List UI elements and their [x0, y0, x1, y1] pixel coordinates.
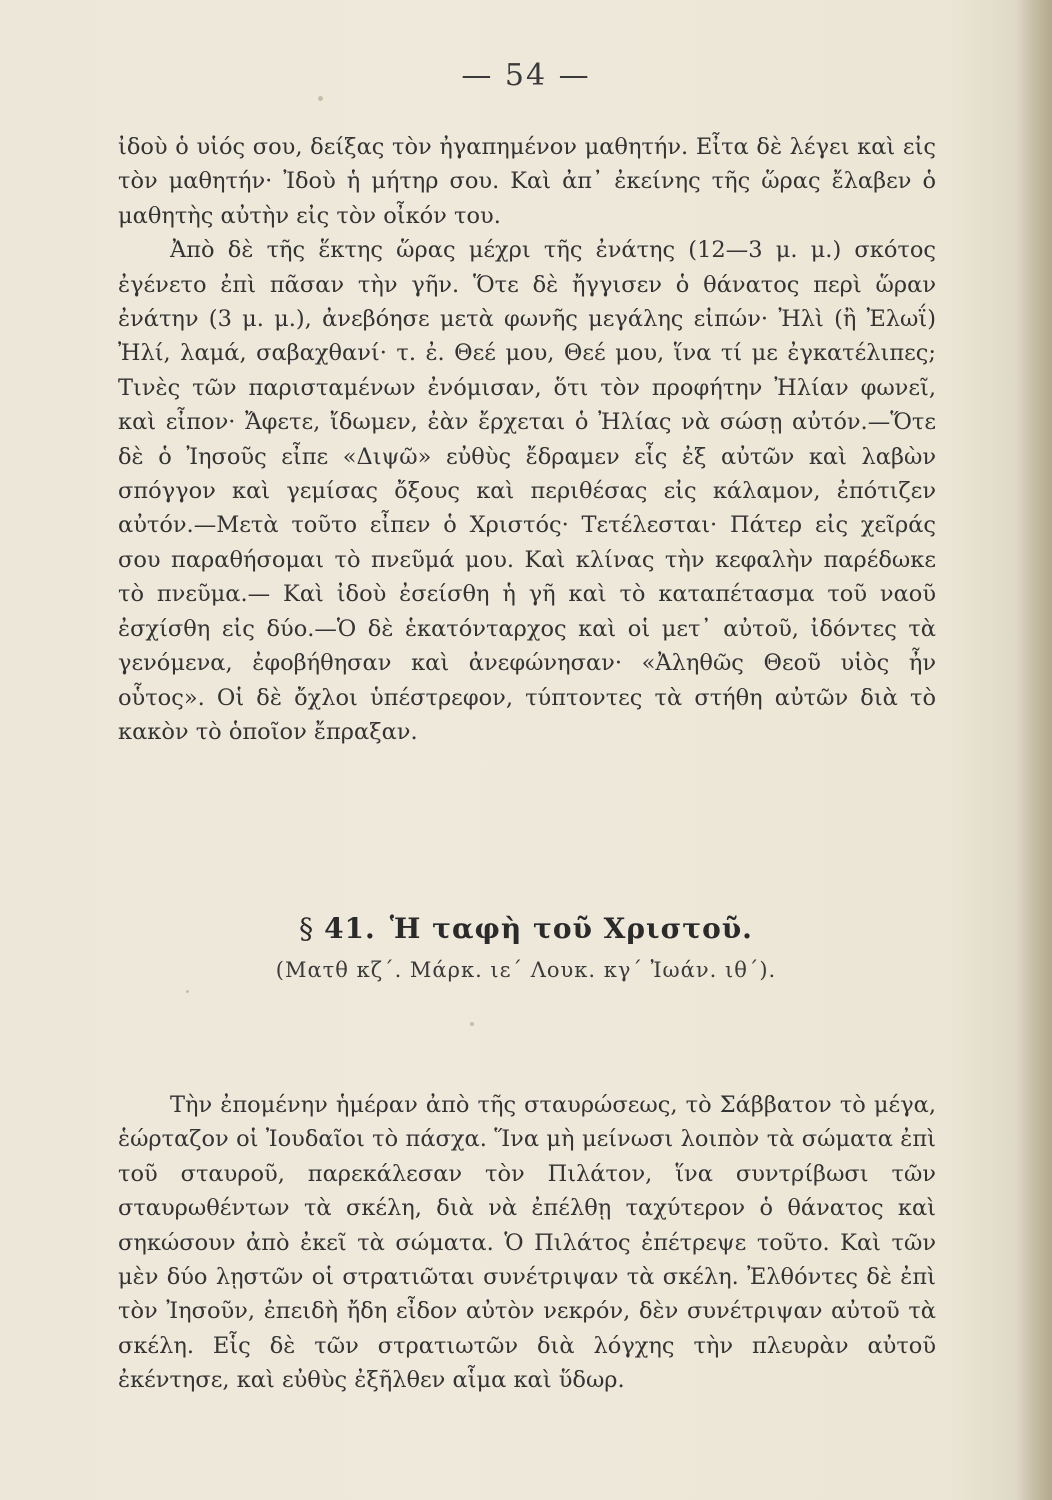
paragraph: ἰδοὺ ὁ υἱός σου, δείξας τὸν ἠγαπημένον μαθητήν. Εἶτα δὲ λέγει καὶ εἰς τὸν μαθητήν· Ἰδοὺ ἡ μήτηρ σου. Καὶ ἀπ᾿ ἐκείνης τῆς ὥρας ἔλαβεν ὁ μαθητὴς αὐτὴν εἰς τὸν οἶκόν του. [118, 134, 936, 229]
ink-spot [186, 990, 189, 993]
section-references: (Ματθ κζ΄. Μάρκ. ιε΄ Λουκ. κγ΄ Ἰωάν. ιθ΄). [275, 958, 777, 982]
page-edge [1016, 0, 1052, 1500]
ink-spot [318, 96, 323, 101]
passage-burial [118, 1088, 936, 1398]
section-title: Ἡ ταφὴ τοῦ Χριστοῦ. [389, 912, 753, 945]
section-heading [0, 912, 1052, 945]
paragraph: Τὴν ἐπομένην ἡμέραν ἀπὸ τῆς σταυρώσεως, τὸ Σάββατον τὸ μέγα, ἑώρταζον οἱ Ἰουδαῖοι τὸ πάσχα. Ἵνα μὴ μείνωσι λοιπὸν τὰ σώματα ἐπὶ τοῦ σταυροῦ, παρεκάλεσαν τὸν Πιλάτον, ἵνα συντρίβωσι τῶν σταυρωθέντων τὰ σκέλη, διὰ νὰ ἐπέλθῃ ταχύτερον ὁ θάνατος καὶ σηκώσουν ἀπὸ ἐκεῖ τὰ σώματα. Ὁ Πιλάτος ἐπέτρεψε τοῦτο. Καὶ τῶν μὲν δύο λῃστῶν οἱ στρατιῶται συνέτριψαν τὰ σκέλη. Ἐλθόντες δὲ ἐπὶ τὸν Ἰησοῦν, ἐπειδὴ ἤδη εἶδον αὐτὸν νεκρόν, δὲν συνέτριψαν αὐτοῦ τὰ σκέλη. Εἷς δὲ τῶν στρατιωτῶν διὰ λόγχης τὴν πλευρὰν αὐτοῦ ἐκέντησε, καὶ εὐθὺς ἐξῆλθεν αἷμα καὶ ὕδωρ. [118, 1092, 936, 1394]
paragraph: Ἀπὸ δὲ τῆς ἕκτης ὥρας μέχρι τῆς ἐνάτης (12—3 μ. μ.) σκότος ἐγένετο ἐπὶ πᾶσαν τὴν γῆν. Ὅτε δὲ ἤγγισεν ὁ θάνατος περὶ ὥραν ἐνάτην (3 μ. μ.), ἀνεβόησε μετὰ φωνῆς μεγάλης εἰπών· Ἠλὶ (ἢ Ἐλωΐ) Ἠλί, λαμά, σαβαχθανί· τ. ἐ. Θεέ μου, Θεέ μου, ἵνα τί με ἐγκατέλιπες; Τινὲς τῶν παρισταμένων ἐνόμισαν, ὅτι τὸν προφήτην Ἠλίαν φωνεῖ, καὶ εἶπον· Ἄφετε, ἴδωμεν, ἐὰν ἔρχεται ὁ Ἠλίας νὰ σώσῃ αὐτόν.—Ὅτε δὲ ὁ Ἰησοῦς εἶπε «Διψῶ» εὐθὺς ἔδραμεν εἷς ἐξ αὐτῶν καὶ λαβὼν σπόγγον καὶ γεμίσας ὄξους καὶ περιθέσας εἰς κάλαμον, ἐπότιζεν αὐτόν.—Μετὰ τοῦτο εἶπεν ὁ Χριστός· Τετέλεσται· Πάτερ εἰς χεῖράς σου παραθήσομαι τὸ πνεῦμά μου. Καὶ κλίνας τὴν κεφαλὴν παρέδωκε τὸ πνεῦμα.— Καὶ ἰδοὺ ἐσείσθη ἡ γῆ καὶ τὸ καταπέτασμα τοῦ ναοῦ ἐσχίσθη εἰς δύο.—Ὁ δὲ ἑκατόνταρχος καὶ οἱ μετ᾿ αὐτοῦ, ἰδόντες τὰ γενόμενα, ἐφοβήθησαν καὶ ἀνεφώνησαν· «Ἀληθῶς Θεοῦ υἱὸς ἦν οὗτος». Οἱ δὲ ὄχλοι ὑπέστρεφον, τύπτοντες τὰ στήθη αὐτῶν διὰ τὸ κακὸν τὸ ὁποῖον ἔπραξαν. [118, 237, 936, 745]
section-number: 41. [324, 912, 376, 945]
ink-spot [470, 1022, 474, 1026]
section-symbol: § [299, 912, 315, 945]
passage-crucifixion [118, 130, 936, 749]
page-number: — 54 — [461, 58, 591, 93]
